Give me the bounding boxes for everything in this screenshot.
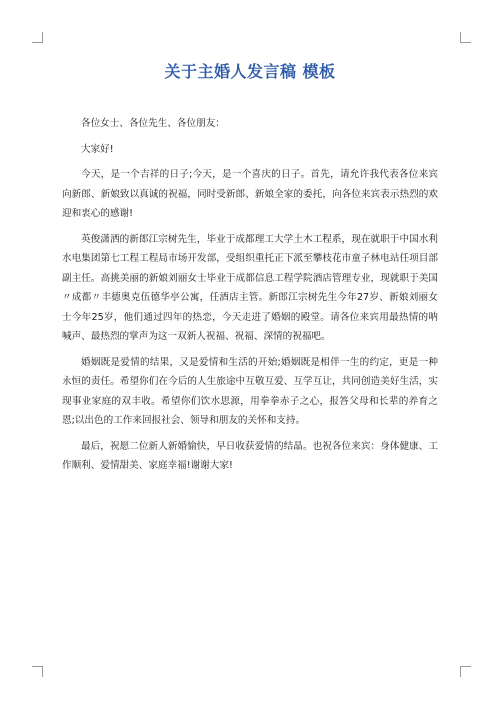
salutation-line: 各位女士、各位先生、各位朋友： xyxy=(81,118,225,129)
document-page xyxy=(62,60,438,482)
document-title: 关于主婚人发言稿 模板 xyxy=(164,62,336,81)
document-body xyxy=(62,114,438,476)
corner-mark-bottom-left xyxy=(32,666,43,677)
corner-mark-top-right xyxy=(460,32,471,43)
paragraph-introduction: 英俊潇洒的新郎江宗树先生，毕业于成都理工大学土木工程系，现在就职于中国水利水电集团第七工程工程局市场开发部，受组织重托正下派至攀枝花市童子林电站任项目部副主任。高挑美丽的新娘刘丽女士毕业于成都信息工程学院酒店管理专业，现就职于美国〃成都〃丰德奥克伍德华亭公寓，任酒店主管。新郎江宗树先生今年27岁、新娘刘丽女士今年25岁，他们通过四年的热恋，今天走进了婚姻的殿堂。请各位来宾用最热情的呐喊声、最热烈的掌声为这一双新人祝福、祝福、深情的祝福吧。 xyxy=(62,233,438,342)
corner-mark-top-left xyxy=(32,32,43,43)
paragraph-closing: 最后，祝愿二位新人新婚愉快，早日收获爱情的结晶。也祝各位来宾：身体健康、工作顺利、爱情甜美、家庭幸福!谢谢大家! xyxy=(62,440,438,471)
paragraph-opening: 今天，是一个吉祥的日子;今天，是一个喜庆的日子。首先，请允许我代表各位来宾向新郎、新娘致以真诚的祝福，同时受新郎、新娘全家的委托，向各位来宾表示热烈的欢迎和衷心的感谢! xyxy=(62,169,438,219)
corner-mark-bottom-right xyxy=(460,666,471,677)
greeting-line: 大家好! xyxy=(81,143,114,155)
paragraph-marriage: 婚姻既是爱情的结果，又是爱情和生活的开始;婚姻既是相伴一生的约定，更是一种永恒的责任。希望你们在今后的人生旅途中互敬互爱、互学互让，共同创造美好生活，实现事业家庭的双丰收。希望你们饮水思源，用拳拳赤子之心，报答父母和长辈的养育之恩;以出色的工作来回报社会、领导和朋友的关怀和支持。 xyxy=(62,356,438,426)
